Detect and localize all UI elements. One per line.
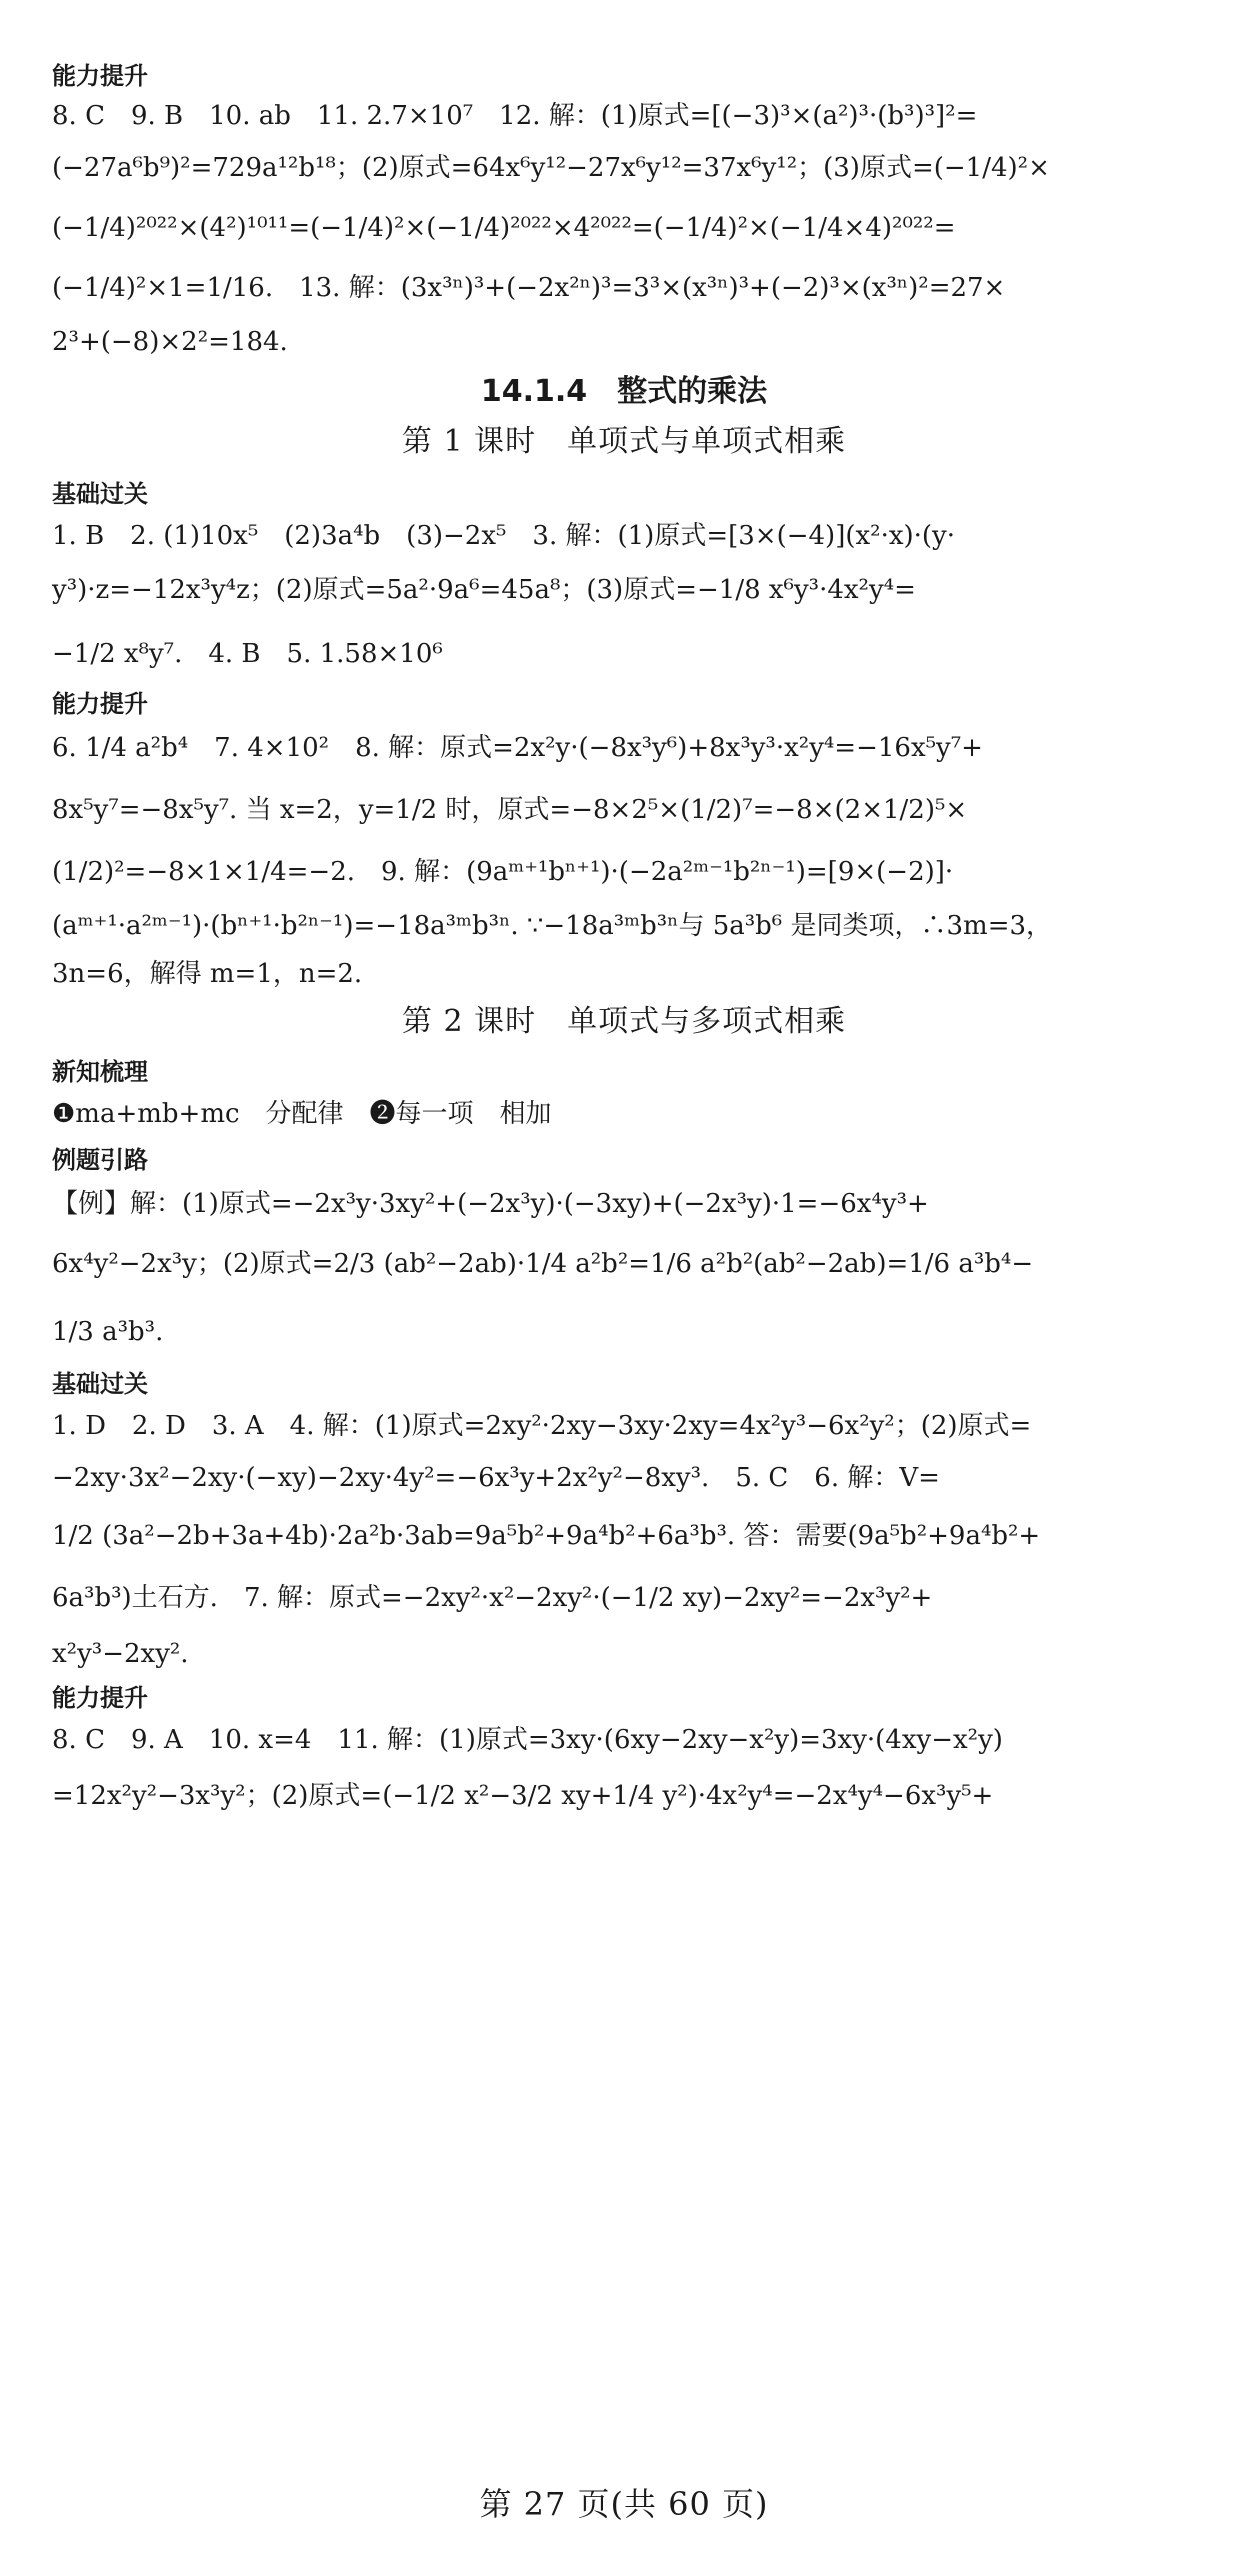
- text-line: −2xy·3x²−2xy·(−xy)−2xy·4y²=−6x³y+2x²y²−8xy³. 5. C 6. 解：V=: [52, 1463, 940, 1493]
- section-heading-basic: 基础过关: [52, 480, 148, 508]
- text-line: 【例】解：(1)原式=−2x³y·3xy²+(−2x³y)·(−3xy)+(−2x³y)·1=−6x⁴y³+: [52, 1189, 929, 1219]
- text-line: 8. C 9. A 10. x=4 11. 解：(1)原式=3xy·(6xy−2xy−x²y)=3xy·(4xy−x²y): [52, 1725, 1003, 1755]
- text-line: 3n=6，解得 m=1，n=2.: [52, 959, 363, 989]
- section-heading-ability: 能力提升: [52, 62, 148, 90]
- text-line: 1. B 2. (1)10x⁵ (2)3a⁴b (3)−2x⁵ 3. 解：(1)原式=[3×(−4)](x²·x)·(y·: [52, 521, 956, 551]
- text-line: 1/2 (3a²−2b+3a+4b)·2a²b·3ab=9a⁵b²+9a⁴b²+6a³b³. 答：需要(9a⁵b²+9a⁴b²+: [52, 1521, 1041, 1551]
- text-line: x²y³−2xy².: [52, 1639, 189, 1669]
- text-line: (−1/4)²⁰²²×(4²)¹⁰¹¹=(−1/4)²×(−1/4)²⁰²²×4²⁰²²=(−1/4)²×(−1/4×4)²⁰²²=: [52, 213, 956, 243]
- text-line: (1/2)²=−8×1×1/4=−2. 9. 解：(9aᵐ⁺¹bⁿ⁺¹)·(−2a²ᵐ⁻¹b²ⁿ⁻¹)=[9×(−2)]·: [52, 857, 954, 887]
- text-line: 6x⁴y²−2x³y；(2)原式=2/3 (ab²−2ab)·1/4 a²b²=1/6 a²b²(ab²−2ab)=1/6 a³b⁴−: [52, 1249, 1034, 1279]
- text-line: 2³+(−8)×2²=184.: [52, 327, 288, 357]
- text-line: 1/3 a³b³.: [52, 1317, 164, 1347]
- text-line: −1/2 x⁸y⁷. 4. B 5. 1.58×10⁶: [52, 639, 443, 669]
- text-line: 8x⁵y⁷=−8x⁵y⁷. 当 x=2，y=1/2 时，原式=−8×2⁵×(1/2)⁷=−8×(2×1/2)⁵×: [52, 795, 968, 825]
- text-line: =12x²y²−3x³y²；(2)原式=(−1/2 x²−3/2 xy+1/4 y²)·4x²y⁴=−2x⁴y⁴−6x³y⁵+: [52, 1781, 994, 1811]
- section-heading-basic: 基础过关: [52, 1370, 148, 1398]
- section-heading-ability: 能力提升: [52, 690, 148, 718]
- section-heading-ability: 能力提升: [52, 1684, 148, 1712]
- text-line: 1. D 2. D 3. A 4. 解：(1)原式=2xy²·2xy−3xy·2xy=4x²y³−6x²y²；(2)原式=: [52, 1411, 1032, 1441]
- section-heading-examples: 例题引路: [52, 1146, 148, 1174]
- text-line: ❶ma+mb+mc 分配律 ❷每一项 相加: [52, 1099, 552, 1129]
- text-line: (−1/4)²×1=1/16. 13. 解：(3x³ⁿ)³+(−2x²ⁿ)³=3³×(x³ⁿ)³+(−2)³×(x³ⁿ)²=27×: [52, 273, 1006, 303]
- page-footer: 第 27 页(共 60 页): [479, 2485, 769, 2523]
- text-line: (aᵐ⁺¹·a²ᵐ⁻¹)·(bⁿ⁺¹·b²ⁿ⁻¹)=−18a³ᵐb³ⁿ. ∵−18a³ᵐb³ⁿ与 5a³b⁶ 是同类项，∴3m=3，: [52, 911, 1053, 941]
- chapter-title: 14.1.4 整式的乘法: [480, 374, 768, 409]
- section-heading-new-knowledge: 新知梳理: [52, 1058, 148, 1086]
- text-line: y³)·z=−12x³y⁴z；(2)原式=5a²·9a⁶=45a⁸；(3)原式=−1/8 x⁶y³·4x²y⁴=: [52, 575, 916, 605]
- text-line: 6. 1/4 a²b⁴ 7. 4×10² 8. 解：原式=2x²y·(−8x³y⁶)+8x³y³·x²y⁴=−16x⁵y⁷+: [52, 733, 983, 763]
- lesson-title: 第 1 课时 单项式与单项式相乘: [401, 424, 847, 459]
- text-line: 6a³b³)土石方. 7. 解：原式=−2xy²·x²−2xy²·(−1/2 xy)−2xy²=−2x³y²+: [52, 1583, 933, 1613]
- text-line: (−27a⁶b⁹)²=729a¹²b¹⁸；(2)原式=64x⁶y¹²−27x⁶y¹²=37x⁶y¹²；(3)原式=(−1/4)²×: [52, 153, 1050, 183]
- text-line: 8. C 9. B 10. ab 11. 2.7×10⁷ 12. 解：(1)原式=[(−3)³×(a²)³·(b³)³]²=: [52, 101, 978, 131]
- lesson-title: 第 2 课时 单项式与多项式相乘: [401, 1004, 847, 1039]
